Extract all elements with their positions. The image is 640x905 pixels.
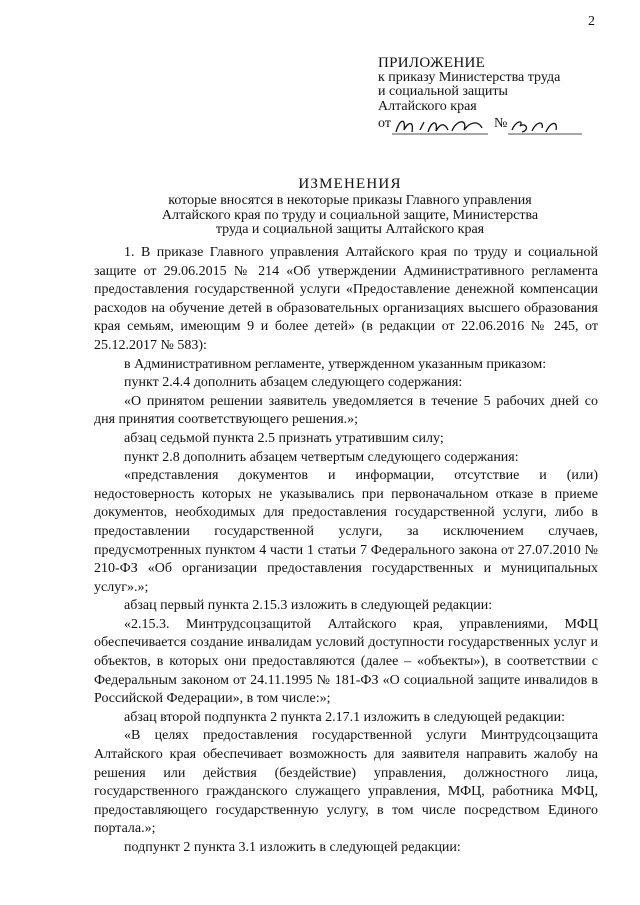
paragraph: подпункт 2 пункта 3.1 изложить в следующей редакции: [124,840,461,855]
appendix-line: и социальной защиты [378,84,508,99]
appendix-line: Алтайского края [378,98,477,114]
subtitle-line: Алтайского края по труду и социальной защите, Министерства [161,207,539,223]
number-prefix: № [494,116,508,131]
appendix-heading: ПРИЛОЖЕНИЕ [378,55,486,71]
paragraph: абзац первый пункта 2.15.3 изложить в следующей редакции: [124,598,493,614]
document-title: ИЗМЕНЕНИЯ [298,176,402,192]
paragraph: абзац седьмой пункта 2.5 признать утратившим силу; [124,430,444,446]
subtitle-line: труда и социальной защиты Алтайского края [215,222,485,237]
paragraph: 1. В приказе Главного управления Алтайского края по труду и социальной защите от 29.06.2015 № 214 «Об утверждении Административного регламента предоставления государственной услуги «Предоставление денежной компенсации расходов на обучение детей в образовательных организациях высшего образования края семьям, имеющим 9 и более детей» (в редакции от 22.06.2016 № 245, от 25.12.2017 № 583): [94,245,598,353]
date-number-row [378,114,608,136]
appendix-block [378,56,608,136]
subtitle-line: которые вносятся в некоторые приказы Главного управления [168,193,532,208]
document-subtitle [70,194,630,238]
page-number: 2 [588,14,595,29]
paragraph: «2.15.3. Минтрудсоцзащитой Алтайского края, управлениями, МФЦ обеспечивается создание инвалидам условий доступности государственных услуг и объектов, в которых они предоставляются (далее – «объекты»), в соответствии с Федеральным законом от 24.11.1995 № 181-ФЗ «О социальной защите инвалидов в Российской Федерации», в том числе:»; [94,616,598,707]
paragraph: в Административном регламенте, утвержденном указанным приказом: [124,356,547,372]
document-body [94,244,598,858]
handwritten-date-signature [378,114,588,138]
paragraph: «представления документов и информации, отсутствие и (или) недостоверность которых не указывались при первоначальном отказе в приеме документов, необходимых для предоставления государственной услуги, либо в предоставлении государственной услуги, за исключением случаев, предусмотренных пунктом 4 части 1 статьи 7 Федерального закона от 27.07.2010 № 210-ФЗ «Об организации предоставления государственных и муниципальных услуг».»; [94,468,598,595]
paragraph: «О принятом решении заявитель уведомляется в течение 5 рабочих дней со дня принятия соответствующего решения.»; [94,393,598,428]
paragraph: «В целях предоставления государственной услуги Минтрудсоцзащита Алтайского края обеспечивает возможность для заявителя направить жалобу на решения или действия (бездействие) управления, должностного лица, государственного гражданского служащего управления, МФЦ, работника МФЦ, предоставляющего государственную услугу, в том числе посредством Единого портала.»; [94,728,598,837]
appendix-line: к приказу Министерства труда [378,69,561,85]
paragraph: абзац второй подпункта 2 пункта 2.17.1 изложить в следующей редакции: [124,709,565,725]
date-prefix: от [378,116,391,131]
paragraph: пункт 2.8 дополнить абзацем четвертым следующего содержания: [124,449,519,465]
paragraph: пункт 2.4.4 дополнить абзацем следующего содержания: [124,375,463,391]
